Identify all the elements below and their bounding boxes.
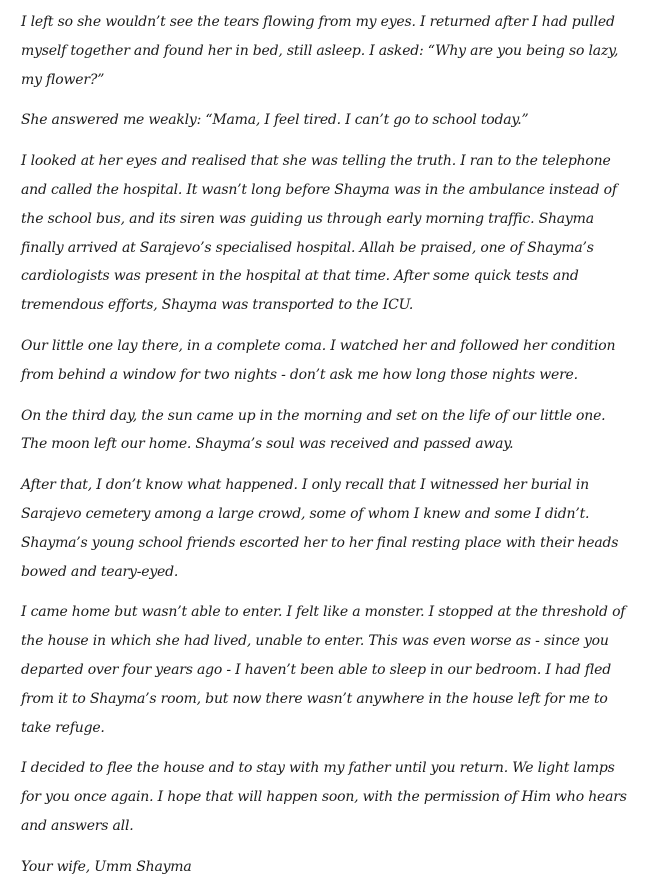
letter-paragraph-5: On the third day, the sun came up in the morning and set on the life of our little one. The moon left our home. Shayma’s soul was received and passed away. <box>21 407 606 453</box>
letter-paragraph-4: Our little one lay there, in a complete coma. I watched her and followed her condition from behind a window for two nights - don’t ask me how long those nights were. <box>21 337 616 383</box>
letter-paragraph-1: I left so she wouldn’t see the tears flowing from my eyes. I returned after I had pulled myself together and found her in bed, still asleep. I asked: “Why are you being so lazy, my flower?” <box>21 14 619 88</box>
letter-paragraph-7: I came home but wasn’t able to enter. I felt like a monster. I stopped at the threshold of the house in which she had lived, unable to enter. This was even worse as - since you departed over four years ago - I haven’t been able to sleep in our bedroom. I had fled from it to Shayma’s room, but now there wasn’t anywhere in the house left for me to take refuge. <box>21 604 626 736</box>
letter-paragraph-3: I looked at her eyes and realised that she was telling the truth. I ran to the telephone and called the hospital. It wasn’t long before Shayma was in the ambulance instead of the school bus, and its siren was guiding us through early morning traffic. Shayma finally arrived at Sarajevo’s specialised hospital. Allah be praised, one of Shayma’s cardiologists was present in the hospital at that time. After some quick tests and tremendous efforts, Shayma was transported to the ICU. <box>21 153 617 314</box>
letter-signature: Your wife, Umm Shayma <box>21 858 192 875</box>
letter-paragraph-8: I decided to flee the house and to stay with my father until you return. We light lamps for you once again. I hope that will happen soon, with the permission of Him who hears and answers all. <box>21 760 627 834</box>
letter-paragraph-6: After that, I don’t know what happened. I only recall that I witnessed her burial in Sarajevo cemetery among a large crowd, some of whom I knew and some I didn’t. Shayma’s young school friends escorted her to her final resting place with their heads bowed and teary-eyed. <box>21 477 619 580</box>
letter-paragraph-2: She answered me weakly: “Mama, I feel tired. I can’t go to school today.” <box>21 112 529 129</box>
